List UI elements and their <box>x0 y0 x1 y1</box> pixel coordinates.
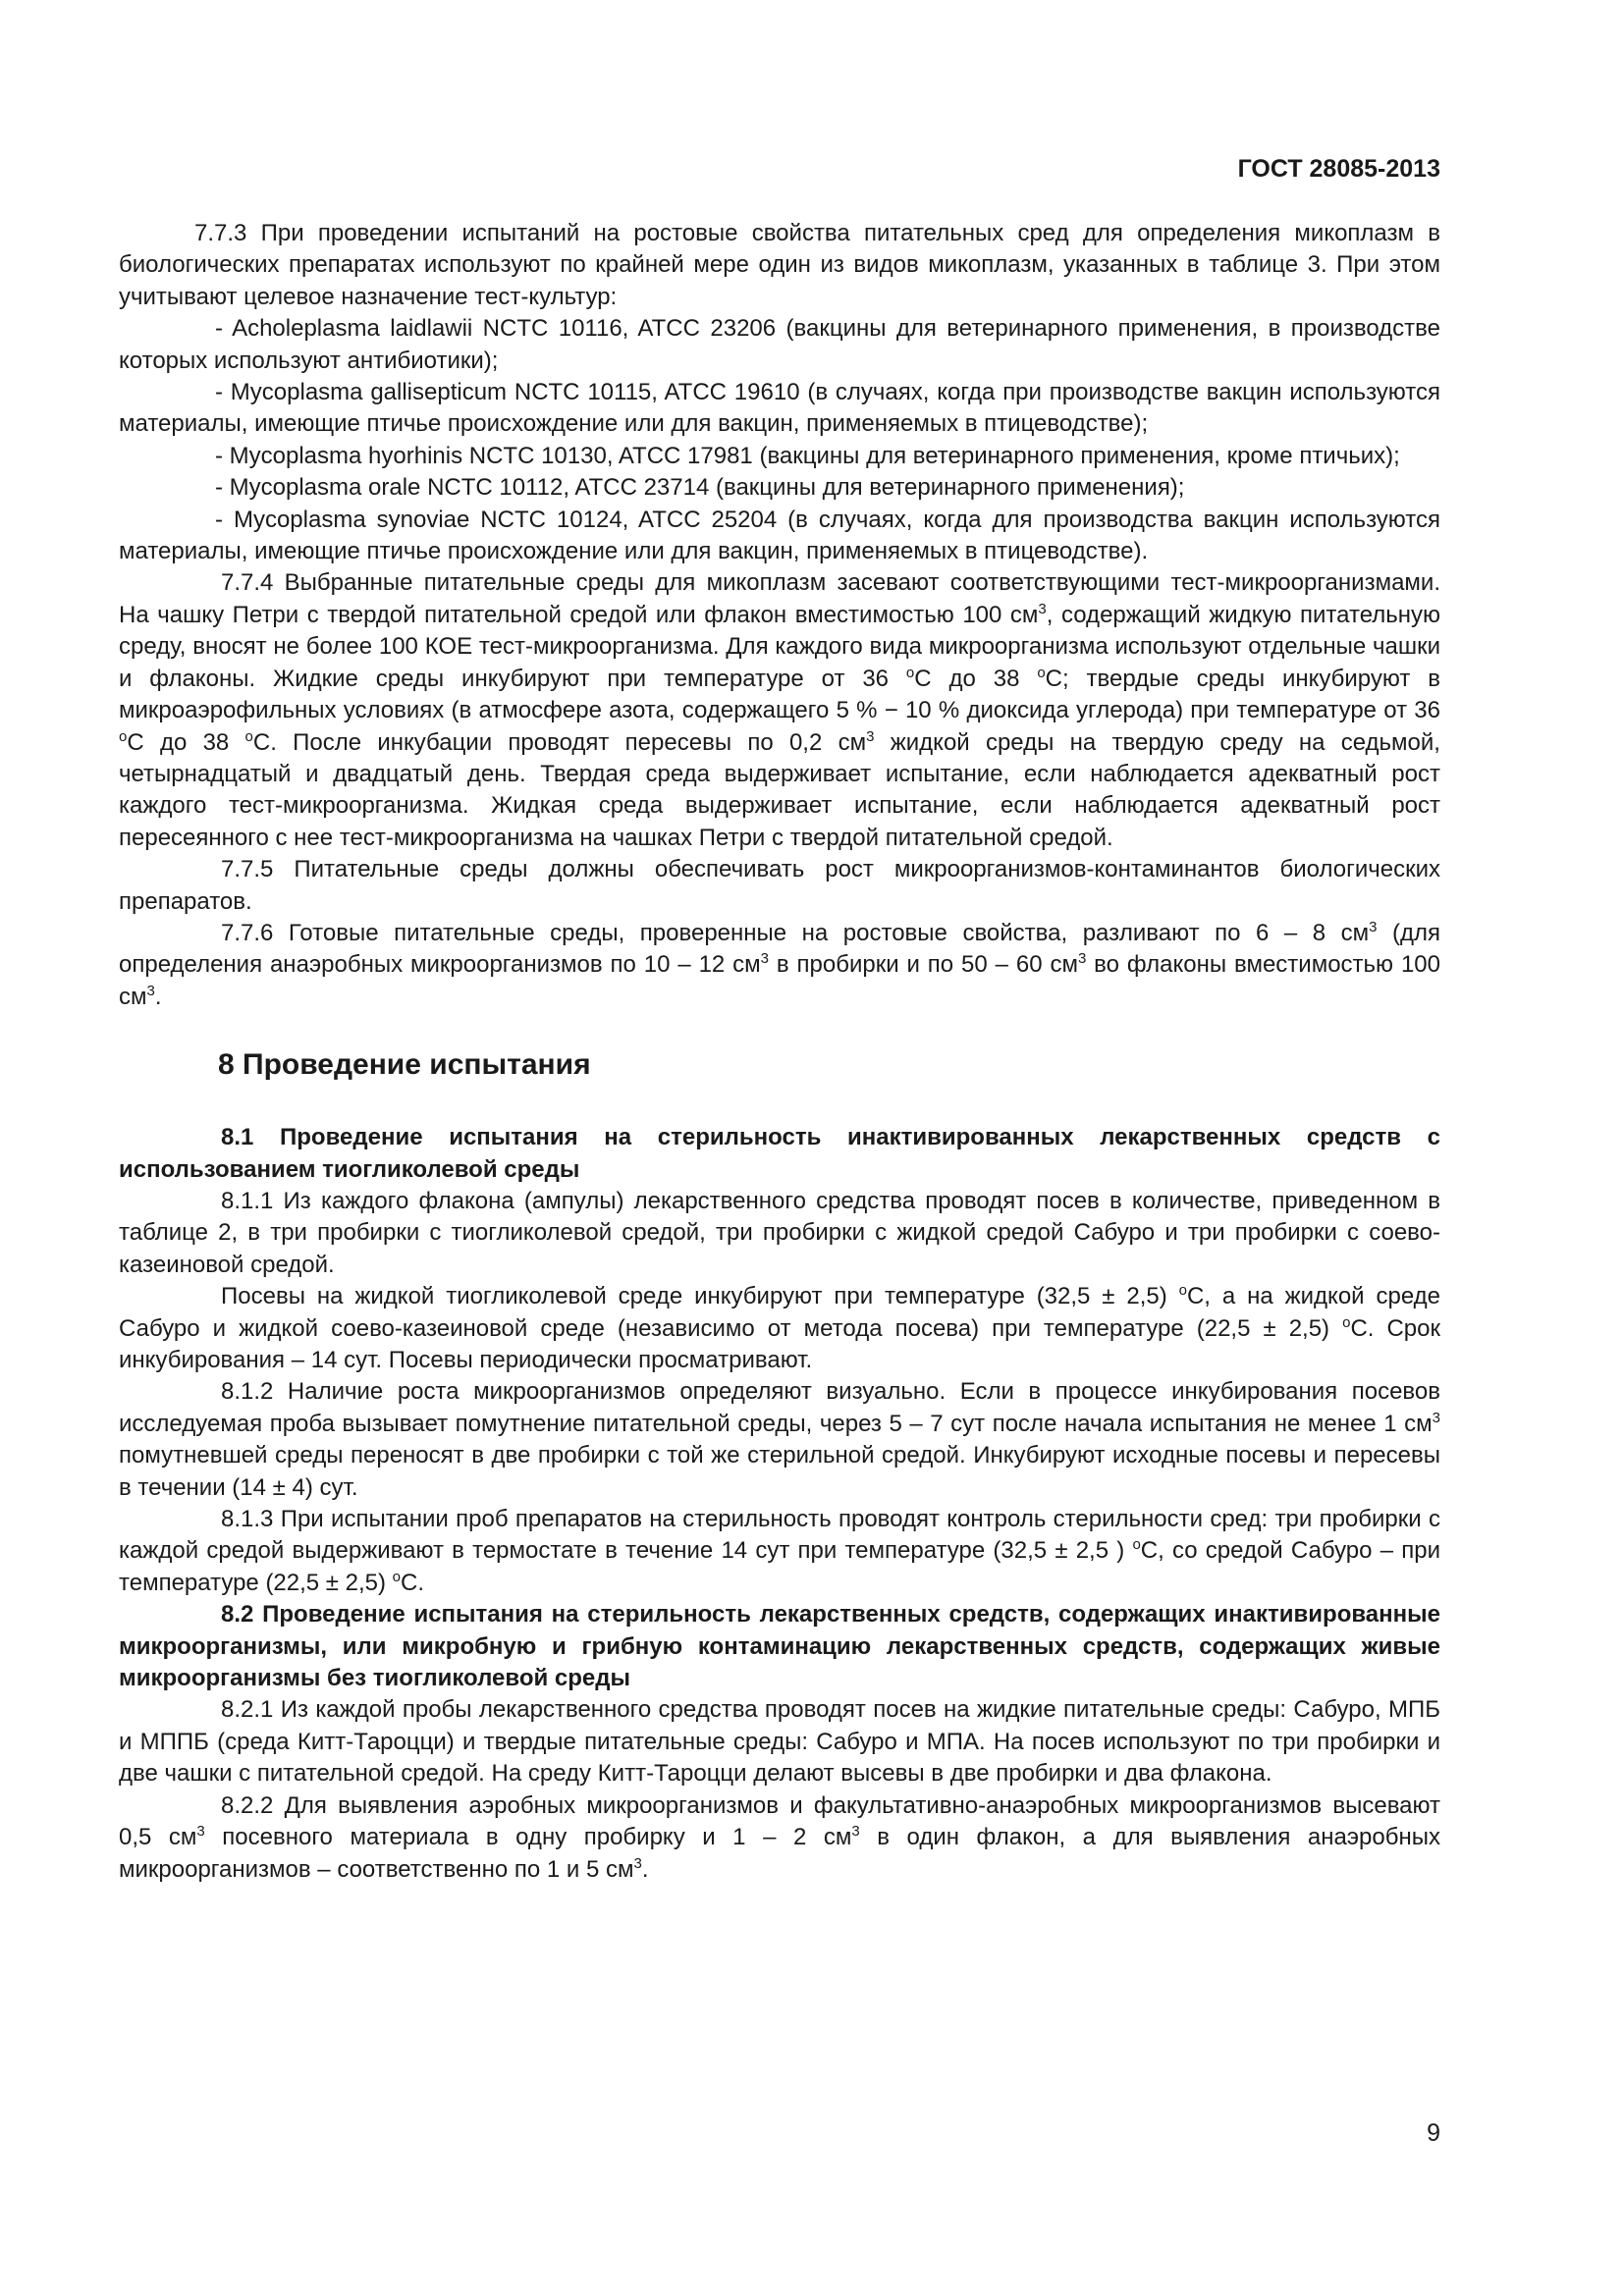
list-item-mycoplasma-gallisepticum: - Mycoplasma gallisepticum NCTC 10115, ATCC 19610 (в случаях, когда при производстве вакцин используются материалы, имеющие птичье происхождение или для вакцин, применяемых в птицеводстве); <box>119 379 1440 438</box>
paragraph-8-1-3: 8.1.3 При испытании проб препаратов на стерильность проводят контроль стерильности сред: три пробирки с каждой средой выдерживают в термостате в течение 14 сут при температуре (32,5 ± 2,5 ) $^o$С, со средой Сабуро – при температуре (22,5 ± 2,5) $^o$С. <box>119 1506 1440 1596</box>
paragraph-7-7-6: 7.7.6 Готовые питательные среды, проверенные на ростовые свойства, разливают по 6 – 8 $см^3$ (для определения анаэробных микроорганизмов по 10 – 12 $см^3$ в пробирки и по 50 – 60 $см^3$ во флаконы вместимостью 100 $см^3$. <box>119 918 1440 1010</box>
paragraph-8-1-2: 8.1.2 Наличие роста микроорганизмов определяют визуально. Если в процессе инкубирования посевов исследуемая проба вызывает помутнение питательной среды, через 5 – 7 сут после начала испытания не менее 1 $см^3$ помутневшей среды переносят в две пробирки с той же стерильной средой. Инкубируют исходные посевы и пересевы в течении (14 ± 4) сут. <box>119 1378 1440 1501</box>
page-number: 9 <box>1427 2119 1440 2147</box>
paragraph-8-2-1: 8.2.1 Из каждой пробы лекарственного средства проводят посев на жидкие питательные среды: Сабуро, МПБ и МППБ (среда Китт-Тароцци) и твердые питательные среды: Сабуро и МПА. На посев используют по три пробирки и две чашки с питательной средой. На среду Китт-Тароцци делают высевы в две пробирки и два флакона. <box>119 1696 1440 1788</box>
paragraph-8-2-2: 8.2.2 Для выявления аэробных микроорганизмов и факультативно-анаэробных микроорганизмов высевают 0,5 $см^3$ посевного материала в одну пробирку и 1 – 2 $см^3$ в один флакон, а для выявления анаэробных микроорганизмов – соответственно по 1 и 5 $см^3$. <box>119 1791 1440 1883</box>
paragraph-incubation: Посевы на жидкой тиогликолевой среде инкубируют при температуре (32,5 ± 2,5) $^o$С, а на жидкой среде Сабуро и жидкой соево-казеиновой среде (независимо от метода посева) при температуре (22,5 ± 2,5) $^o$С. Срок инкубирования – 14 сут. Посевы периодически просматривают. <box>119 1282 1441 1373</box>
subsection-8-1-title: 8.1 Проведение испытания на стерильность инактивированных лекарственных средств с использованием тиогликолевой среды <box>119 1124 1440 1183</box>
list-item-mycoplasma-hyorhinis: - Mycoplasma hyorhinis NCTC 10130, ATCC 17981 (вакцины для ветеринарного применения, кроме птичьих); <box>215 442 1400 469</box>
paragraph-8-1-1: 8.1.1 Из каждого флакона (ампулы) лекарственного средства проводят посев в количестве, приведенном в таблице 2, в три пробирки с тиогликолевой средой, три пробирки с жидкой средой Сабуро и три пробирки с соево-казеиновой средой. <box>119 1187 1440 1278</box>
list-item-mycoplasma-synoviae: - Mycoplasma synoviae NCTC 10124, ATCC 25204 (в случаях, когда для производства вакцин используются материалы, имеющие птичье происхождение или для вакцин, применяемых в птицеводстве). <box>119 506 1440 565</box>
list-item-mycoplasma-orale: - Mycoplasma orale NCTC 10112, ATCC 23714 (вакцины для ветеринарного применения); <box>215 474 1185 502</box>
subsection-8-2-title: 8.2 Проведение испытания на стерильность лекарственных средств, содержащих инактивированные микроорганизмы, или микробную и грибную контаминацию лекарственных средств, содержащих живые микроорганизмы без тиогликолевой среды <box>119 1601 1440 1692</box>
list-item-acholeplasma-laidlawii: - Acholeplasma laidlawii NCTC 10116, ATCC 23206 (вакцины для ветеринарного применения, в производстве которых используют антибиотики); <box>119 315 1440 374</box>
paragraph-7-7-5: 7.7.5 Питательные среды должны обеспечивать рост микроорганизмов-контаминантов биологических препаратов. <box>119 856 1440 915</box>
document-body <box>119 218 1440 1886</box>
document-code-header: ГОСТ 28085-2013 <box>1237 155 1440 183</box>
paragraph-7-7-3: 7.7.3 При проведении испытаний на ростовые свойства питательных сред для определения микоплазм в биологических препаратах используют по крайней мере один из видов микоплазм, указанных в таблице 3. При этом учитывают целевое назначение тест-культур: <box>119 220 1440 310</box>
section-8-title: 8 Проведение испытания <box>218 1048 591 1082</box>
paragraph-7-7-4: 7.7.4 Выбранные питательные среды для микоплазм засевают соответствующими тест-микроорганизмами. На чашку Петри с твердой питательной средой или флакон вместимостью 100 $см^3$, содержащий жидкую питательную среду, вносят не более 100 КОЕ тест-микроорганизма. Для каждого вида микроорганизма используют отдельные чашки и флаконы. Жидкие среды инкубируют при температуре от 36 $^o$С до 38 $^o$С; твердые среды инкубируют в микроаэрофильных условиях (в атмосфере азота, содержащего 5 % − 10 % диоксида углерода) при температуре от 36 $^o$С до 38 $^o$С. После инкубации проводят пересевы по 0,2 $см^3$ жидкой среды на твердую среду на седьмой, четырнадцатый и двадцатый день. Твердая среда выдерживает испытание, если наблюдается адекватный рост каждого тест-микроорганизма. Жидкая среда выдерживает испытание, если наблюдается адекватный рост пересеянного с нее тест-микроорганизма на чашках Петри с твердой питательной средой. <box>119 569 1441 851</box>
